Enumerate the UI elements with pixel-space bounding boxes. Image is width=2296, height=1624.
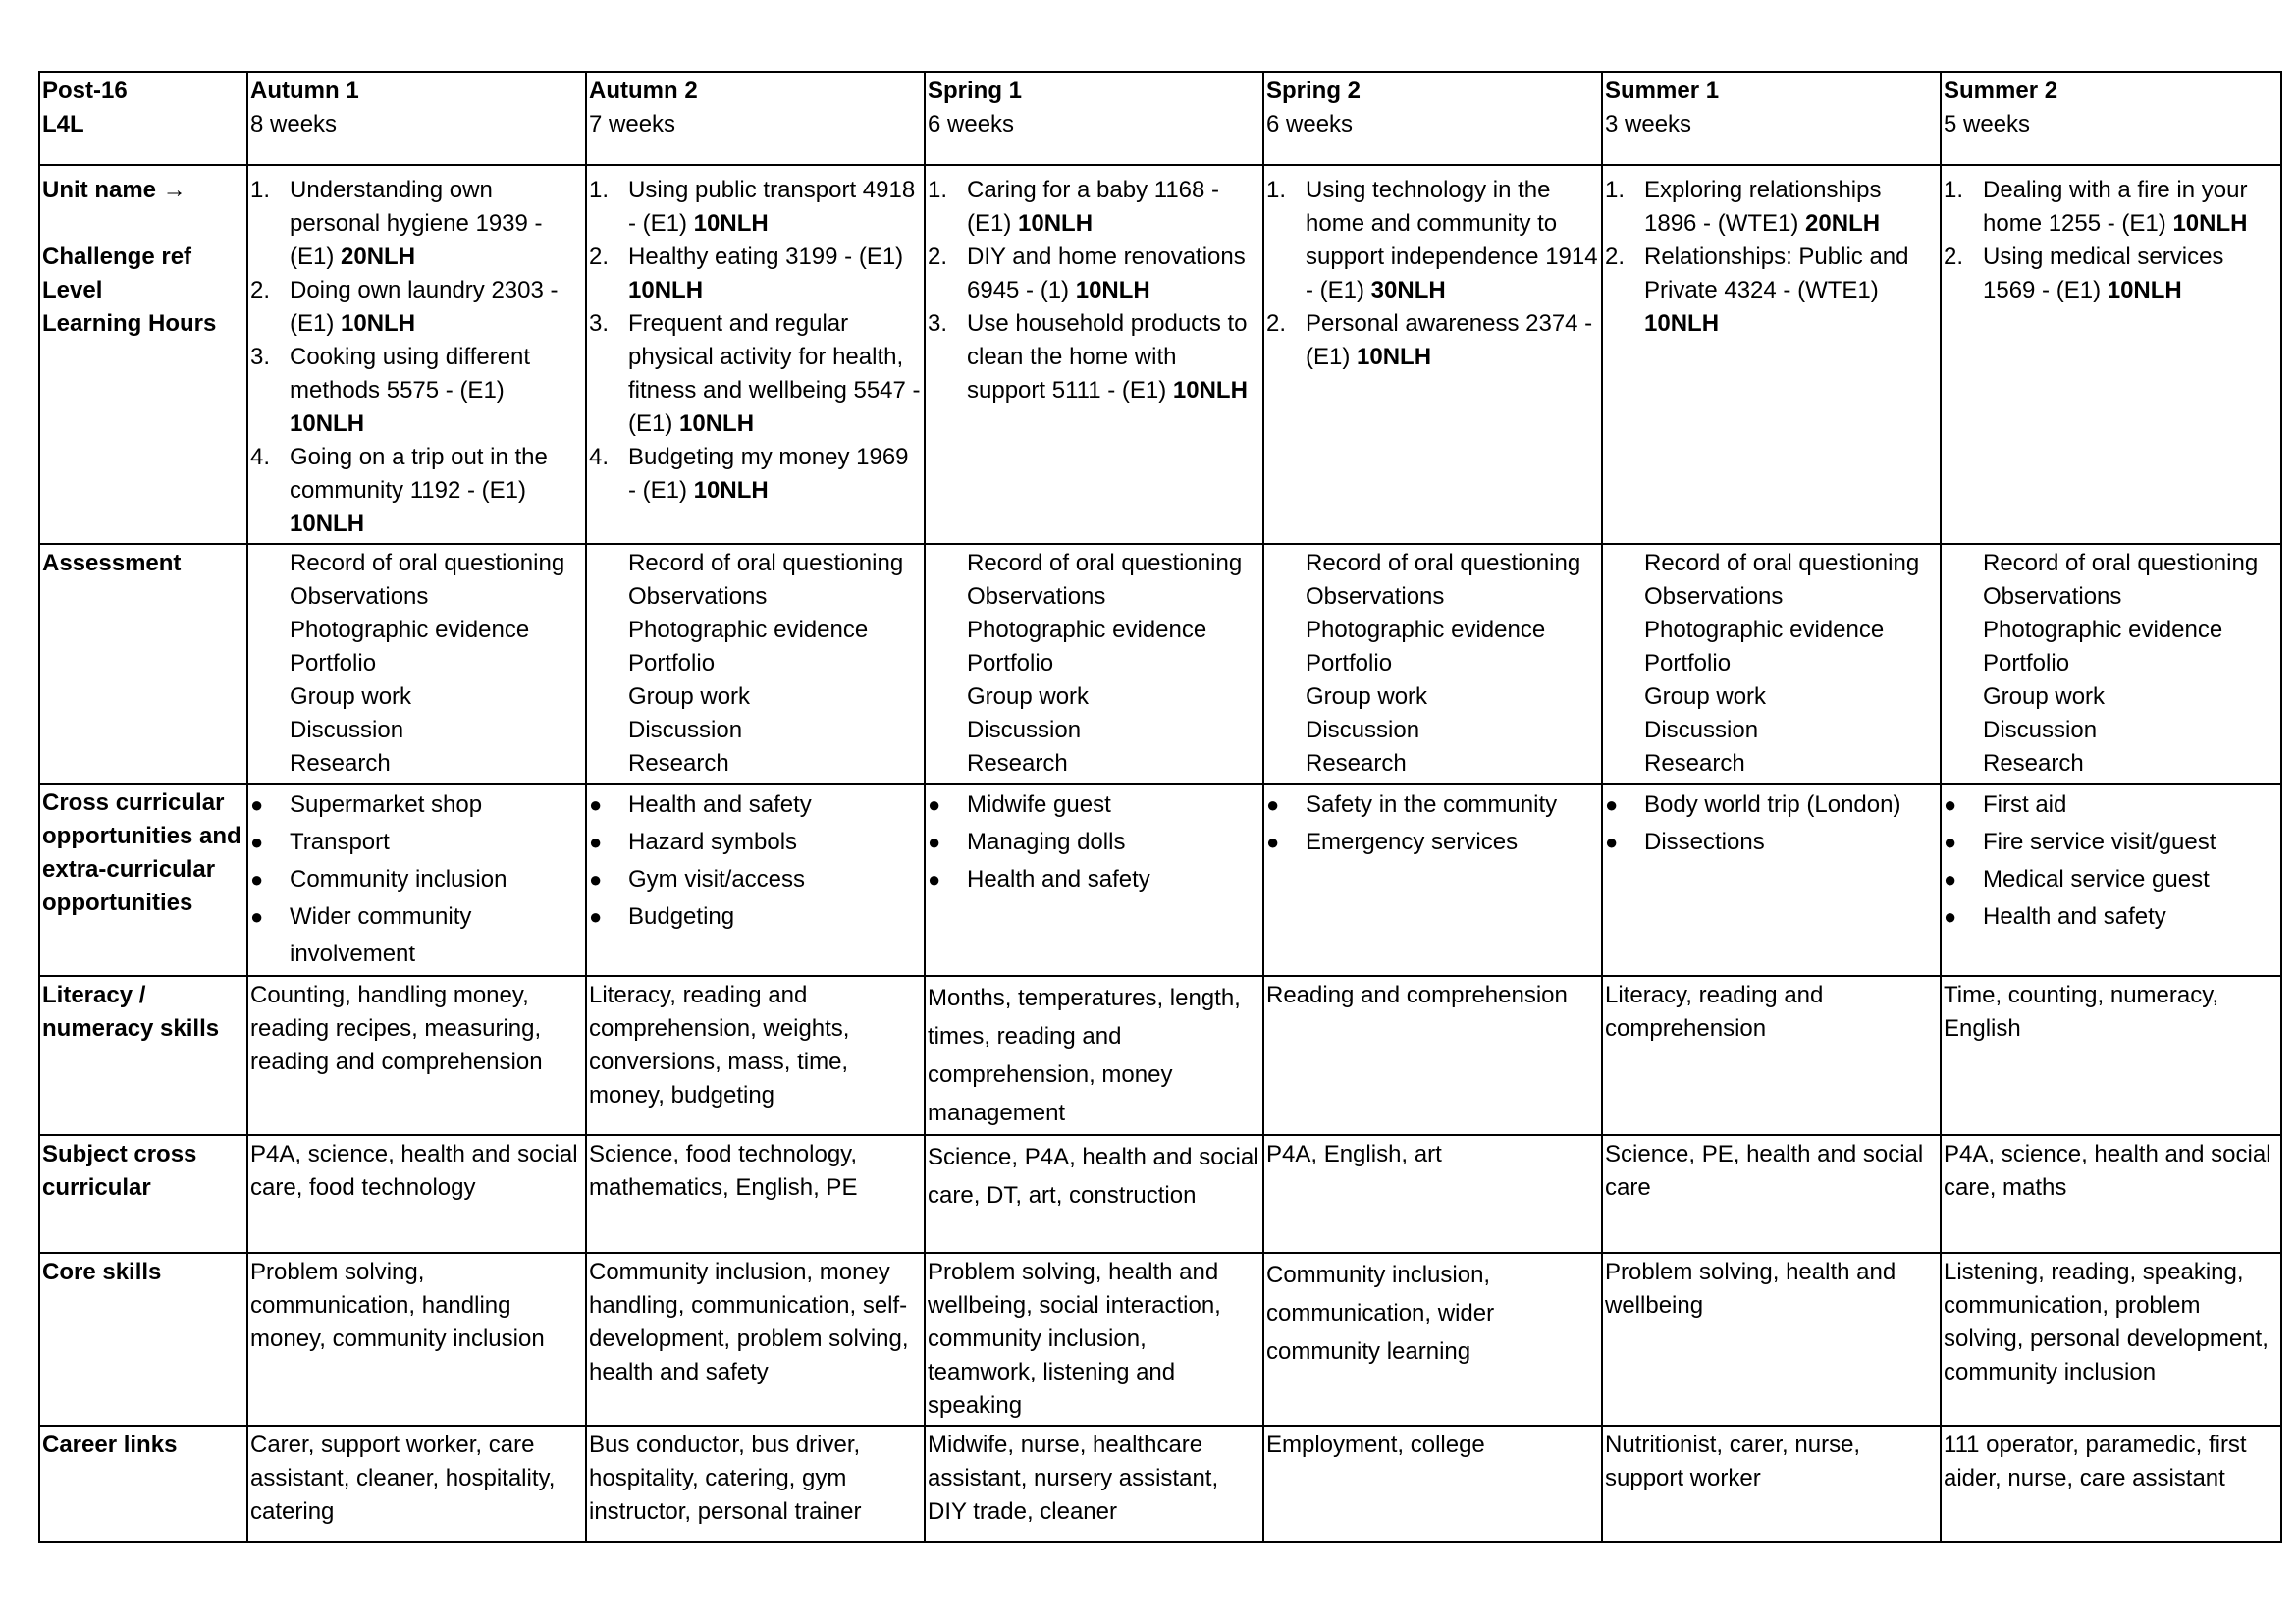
assessment-item: Discussion [628,717,743,743]
assessment-item: Portfolio [1983,650,2070,677]
unit-label-line: Level [42,277,103,303]
opportunity-item [1266,824,1599,861]
unit-hours: 10NLH [2172,210,2248,237]
unit-item [928,174,1260,241]
term-header [925,72,1263,165]
opportunity-text: Dissections [1644,829,1765,855]
assessment-item: Discussion [1644,717,1759,743]
unit-text: Dealing with a fire in your home 1255 - (E1) [1983,177,2248,237]
assessment-item: Research [628,750,729,777]
bullet-icon: ● [250,867,264,892]
unit-text: Exploring relationships 1896 - (WTE1) [1644,177,1882,237]
unit-hours: 30NLH [1370,277,1446,303]
assessment-item: Discussion [967,717,1082,743]
assessment-item: Research [967,750,1068,777]
assessment-item: Group work [290,683,412,710]
assessment-item: Observations [1644,583,1784,610]
assessment-item: Portfolio [1644,650,1732,677]
unit-number: 4. [589,444,610,470]
bullet-icon: ● [589,792,603,817]
cross-curricular-cell [1263,784,1602,976]
assessment-item: Group work [1644,683,1767,710]
unit-number: 2. [1266,310,1287,337]
opportunity-text: Safety in the community [1306,791,1558,818]
bullet-icon: ● [250,830,264,854]
assessment-item: Discussion [1306,717,1420,743]
opportunity-text: Health and safety [967,866,1150,893]
cross-curricular-cell [1602,784,1941,976]
unit-item [250,274,583,341]
assessment-row [39,544,2281,784]
unit-cell [925,165,1263,544]
assessment-cell [1941,544,2281,784]
assessment-item: Research [1306,750,1407,777]
assessment-cell [586,544,925,784]
unit-hours: 10NLH [1172,377,1248,404]
assessment-item: Photographic evidence [628,617,869,643]
bullet-icon: ● [589,904,603,929]
unit-text: Healthy eating 3199 - (E1) [628,244,904,270]
career-links-cell: Bus conductor, bus driver, hospitality, catering, gym instructor, personal trainer [586,1426,925,1542]
core-skills-label: Core skills [39,1253,247,1426]
unit-text: Using technology in the home and community to support independence 1914 - (E1) [1306,177,1598,303]
assessment-item: Observations [967,583,1106,610]
assessment-item: Discussion [290,717,404,743]
bullet-icon: ● [589,867,603,892]
assessment-item: Research [1644,750,1745,777]
assessment-item: Photographic evidence [1644,617,1885,643]
opportunity-text: Gym visit/access [628,866,806,893]
unit-hours: 10NLH [1644,310,1720,337]
career-links-label: Career links [39,1426,247,1542]
opportunity-text: Health and safety [628,791,812,818]
bullet-icon: ● [1266,792,1280,817]
unit-item [589,307,922,441]
unit-text: Understanding own personal hygiene 1939 - (E1) [290,177,543,270]
opportunity-item [250,861,583,898]
assessment-item: Research [290,750,391,777]
bullet-icon: ● [1266,830,1280,854]
unit-number: 1. [589,177,610,203]
unit-item [1944,174,2278,241]
assessment-item: Record of oral questioning [967,550,1243,576]
subject-cell: P4A, science, health and social care, food technology [247,1135,586,1253]
assessment-item: Portfolio [1306,650,1393,677]
unit-cell [1263,165,1602,544]
unit-item [1605,241,1938,341]
unit-number: 1. [928,177,948,203]
unit-item [250,441,583,541]
header-corner-line: L4L [42,111,84,137]
opportunity-item [1605,786,1938,824]
opportunity-item [1944,898,2278,936]
assessment-cell [1263,544,1602,784]
cross-curricular-cell [925,784,1263,976]
subject-cell: P4A, English, art [1263,1135,1602,1253]
bullet-icon: ● [1944,830,1957,854]
assessment-item: Group work [628,683,751,710]
unit-text: Cooking using different methods 5575 - (E1) [290,344,531,404]
bullet-icon: ● [250,792,264,817]
opportunity-item [1944,861,2278,898]
unit-hours: 10NLH [290,511,365,537]
unit-hours: 10NLH [628,277,704,303]
cross-curricular-row [39,784,2281,976]
term-name: Summer 2 [1944,78,2058,104]
term-header [1602,72,1941,165]
unit-number: 1. [1266,177,1287,203]
opportunity-text: Midwife guest [967,791,1111,818]
unit-text: Doing own laundry 2303 - (E1) [290,277,559,337]
assessment-cell [925,544,1263,784]
term-header [586,72,925,165]
opportunity-item [250,824,583,861]
unit-label-line: Challenge ref [42,244,192,270]
unit-text: Budgeting my money 1969 - (E1) [628,444,909,504]
assessment-cell [247,544,586,784]
career-links-cell: Employment, college [1263,1426,1602,1542]
opportunity-text: Hazard symbols [628,829,798,855]
assessment-item: Photographic evidence [967,617,1207,643]
assessment-label: Assessment [39,544,247,784]
career-links-cell: Midwife, nurse, healthcare assistant, nursery assistant, DIY trade, cleaner [925,1426,1263,1542]
opportunity-text: Body world trip (London) [1644,791,1901,818]
assessment-item: Record of oral questioning [1644,550,1920,576]
unit-hours: 10NLH [1075,277,1150,303]
opportunity-text: Community inclusion [290,866,507,893]
opportunity-text: Fire service visit/guest [1983,829,2216,855]
career-links-cell: Nutritionist, carer, nurse, support worker [1602,1426,1941,1542]
opportunity-text: Health and safety [1983,903,2166,930]
header-corner [39,72,247,165]
literacy-cell: Reading and comprehension [1263,976,1602,1135]
unit-text: Use household products to clean the home with support 5111 - (E1) [967,310,1248,404]
subject-label: Subject cross curricular [39,1135,247,1253]
header-corner-line: Post-16 [42,78,128,104]
unit-item [250,341,583,441]
term-weeks: 6 weeks [928,111,1015,137]
core-skills-cell: Listening, reading, speaking, communication, problem solving, personal development, community inclusion [1941,1253,2281,1426]
unit-text: Using public transport 4918 - (E1) [628,177,916,237]
bullet-icon: ● [589,830,603,854]
assessment-item: Photographic evidence [1306,617,1546,643]
cross-curricular-cell [247,784,586,976]
literacy-cell: Counting, handling money, reading recipes, measuring, reading and comprehension [247,976,586,1135]
bullet-icon: ● [928,830,941,854]
unit-number: 3. [589,310,610,337]
assessment-item: Portfolio [290,650,377,677]
unit-text: DIY and home renovations 6945 - (1) [967,244,1246,303]
term-name: Autumn 2 [589,78,698,104]
core-skills-cell: Community inclusion, communication, wider community learning [1263,1253,1602,1426]
unit-hours: 20NLH [341,244,416,270]
unit-number: 3. [928,310,948,337]
unit-row-label [39,165,247,544]
assessment-item: Record of oral questioning [290,550,565,576]
unit-hours: 10NLH [1357,344,1432,370]
assessment-item: Discussion [1983,717,2098,743]
assessment-item: Record of oral questioning [1983,550,2259,576]
bullet-icon: ● [928,867,941,892]
unit-cell [586,165,925,544]
term-weeks: 5 weeks [1944,111,2031,137]
assessment-item: Group work [1983,683,2106,710]
assessment-item: Record of oral questioning [1306,550,1581,576]
assessment-item: Observations [628,583,768,610]
cross-curricular-cell [586,784,925,976]
opportunity-item [589,898,922,936]
opportunity-item [250,786,583,824]
opportunity-text: First aid [1983,791,2067,818]
unit-hours: 10NLH [341,310,416,337]
unit-hours: 10NLH [2107,277,2182,303]
bullet-icon: ● [928,792,941,817]
term-header [1263,72,1602,165]
unit-number: 2. [250,277,271,303]
term-name: Spring 2 [1266,78,1362,104]
unit-number: 1. [1605,177,1626,203]
bullet-icon: ● [1605,830,1619,854]
opportunity-item [589,824,922,861]
unit-number: 2. [928,244,948,270]
opportunity-text: Budgeting [628,903,735,930]
unit-hours: 10NLH [1018,210,1094,237]
opportunity-item [928,786,1260,824]
unit-hours: 10NLH [693,477,769,504]
unit-item [250,174,583,274]
opportunity-item [928,861,1260,898]
core-skills-cell: Problem solving, health and wellbeing [1602,1253,1941,1426]
term-name: Autumn 1 [250,78,359,104]
unit-item [1605,174,1938,241]
header-row [39,72,2281,165]
career-links-cell: 111 operator, paramedic, first aider, nurse, care assistant [1941,1426,2281,1542]
opportunity-text: Supermarket shop [290,791,483,818]
assessment-item: Photographic evidence [1983,617,2223,643]
core-skills-cell: Community inclusion, money handling, communication, self-development, problem solving, health and safety [586,1253,925,1426]
opportunity-text: Medical service guest [1983,866,2210,893]
assessment-item: Observations [1306,583,1445,610]
opportunity-item [928,824,1260,861]
subject-cell: P4A, science, health and social care, maths [1941,1135,2281,1253]
opportunity-text: Wider community involvement [290,903,472,967]
opportunity-item [1944,824,2278,861]
term-name: Summer 1 [1605,78,1720,104]
career-links-cell: Carer, support worker, care assistant, cleaner, hospitality, catering [247,1426,586,1542]
unit-text: Relationships: Public and Private 4324 - (WTE1) [1644,244,1909,303]
literacy-cell: Literacy, reading and comprehension [1602,976,1941,1135]
unit-label-line: Learning Hours [42,310,217,337]
unit-text: Going on a trip out in the community 1192 - (E1) [290,444,548,504]
opportunity-item [589,786,922,824]
literacy-cell: Literacy, reading and comprehension, weights, conversions, mass, time, money, budgeting [586,976,925,1135]
bullet-icon: ● [1605,792,1619,817]
unit-item [1266,307,1599,374]
opportunity-item [1266,786,1599,824]
subject-cell: Science, PE, health and social care [1602,1135,1941,1253]
term-weeks: 3 weeks [1605,111,1692,137]
assessment-item: Record of oral questioning [628,550,904,576]
career-links-row [39,1426,2281,1542]
cross-curricular-label: Cross curricular opportunities and extra-curricular opportunities [39,784,247,976]
unit-cell [247,165,586,544]
unit-text: Caring for a baby 1168 - (E1) [967,177,1220,237]
term-weeks: 6 weeks [1266,111,1354,137]
unit-hours: 20NLH [1805,210,1881,237]
unit-cell [1941,165,2281,544]
literacy-cell: Time, counting, numeracy, English [1941,976,2281,1135]
literacy-label: Literacy / numeracy skills [39,976,247,1135]
unit-item [928,307,1260,407]
bullet-icon: ● [1944,867,1957,892]
unit-number: 2. [589,244,610,270]
unit-item [589,174,922,241]
unit-cell [1602,165,1941,544]
assessment-item: Portfolio [628,650,716,677]
unit-hours: 10NLH [679,410,755,437]
unit-number: 1. [1944,177,1964,203]
bullet-icon: ● [1944,904,1957,929]
cross-curricular-cell [1941,784,2281,976]
literacy-cell: Months, temperatures, length, times, reading and comprehension, money management [925,976,1263,1135]
unit-item [928,241,1260,307]
opportunity-item [250,898,583,973]
core-skills-row [39,1253,2281,1426]
unit-item [1944,241,2278,307]
assessment-item: Portfolio [967,650,1054,677]
literacy-row [39,976,2281,1135]
assessment-item: Group work [1306,683,1428,710]
assessment-cell [1602,544,1941,784]
assessment-item: Group work [967,683,1090,710]
unit-number: 4. [250,444,271,470]
opportunity-text: Emergency services [1306,829,1519,855]
opportunity-item [1944,786,2278,824]
unit-item [589,241,922,307]
unit-number: 2. [1605,244,1626,270]
opportunity-item [1605,824,1938,861]
unit-text: Using medical services 1569 - (E1) [1983,244,2224,303]
unit-text: Personal awareness 2374 - (E1) [1306,310,1593,370]
opportunity-item [589,861,922,898]
term-weeks: 7 weeks [589,111,676,137]
unit-number: 3. [250,344,271,370]
term-weeks: 8 weeks [250,111,338,137]
unit-row [39,165,2281,544]
bullet-icon: ● [250,904,264,929]
assessment-item: Observations [1983,583,2122,610]
subject-cell: Science, P4A, health and social care, DT, art, construction [925,1135,1263,1253]
curriculum-table [38,71,2282,1543]
term-header [247,72,586,165]
unit-item [1266,174,1599,307]
subject-cell: Science, food technology, mathematics, English, PE [586,1135,925,1253]
unit-text: Frequent and regular physical activity for health, fitness and wellbeing 5547 - (E1) [628,310,921,437]
unit-number: 1. [250,177,271,203]
assessment-item: Research [1983,750,2084,777]
unit-label-line: Unit name → [42,177,187,203]
unit-hours: 10NLH [290,410,365,437]
term-name: Spring 1 [928,78,1023,104]
opportunity-text: Transport [290,829,390,855]
bullet-icon: ● [1944,792,1957,817]
assessment-item: Observations [290,583,429,610]
assessment-item: Photographic evidence [290,617,530,643]
unit-item [589,441,922,508]
core-skills-cell: Problem solving, communication, handling money, community inclusion [247,1253,586,1426]
subject-row [39,1135,2281,1253]
unit-hours: 10NLH [693,210,769,237]
opportunity-text: Managing dolls [967,829,1126,855]
core-skills-cell: Problem solving, health and wellbeing, social interaction, community inclusion, teamwork, listening and speaking [925,1253,1263,1426]
unit-number: 2. [1944,244,1964,270]
term-header [1941,72,2281,165]
